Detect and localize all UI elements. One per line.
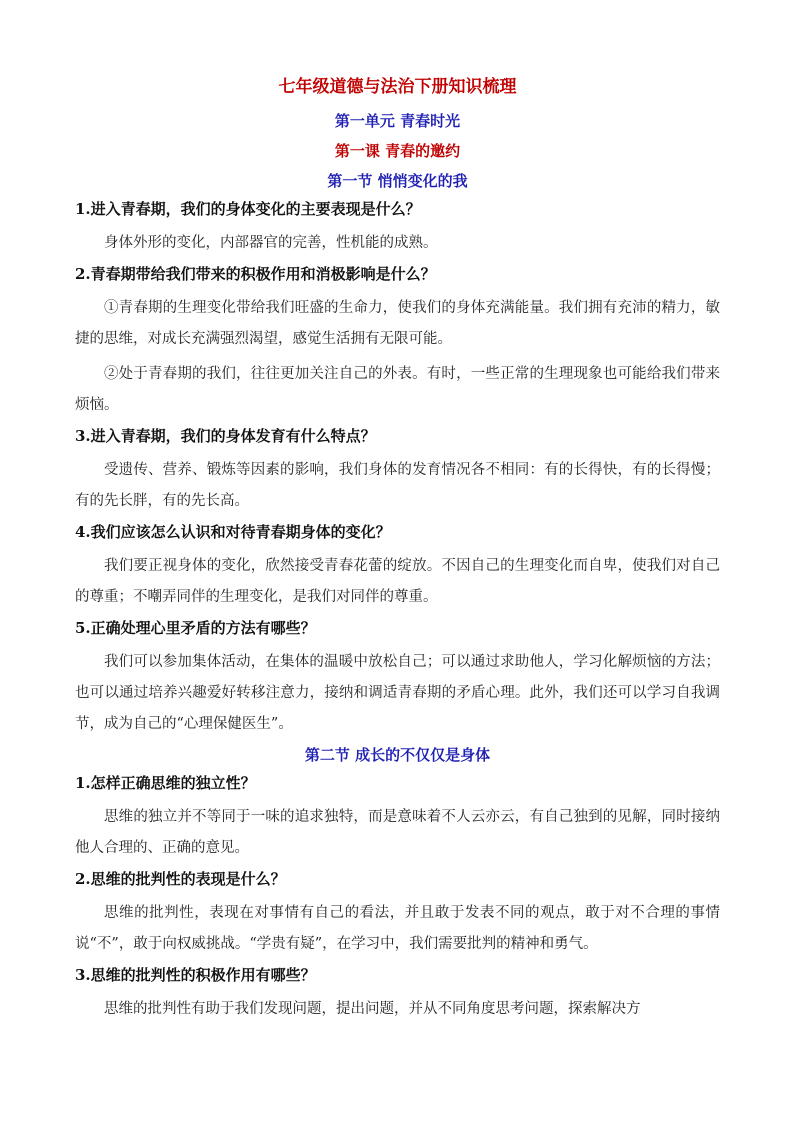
unit-heading: 第一单元 青春时光 <box>334 112 461 130</box>
section-heading: 第二节 成长的不仅仅是身体 <box>304 746 491 764</box>
qa-item <box>75 198 720 259</box>
question: 3.进入青春期，我们的身体发育有什么特点？ <box>75 427 376 445</box>
qa-item <box>75 964 720 1025</box>
answer: 我们要正视身体的变化，欣然接受青春花蕾的绽放。不因自己的生理变化而自卑，使我们对自己的尊重；不嘲弄同伴的生理变化，是我们对同伴的尊重。 <box>75 558 720 605</box>
question: 5.正确处理心里矛盾的方法有哪些？ <box>75 619 316 637</box>
question: 1.怎样正确思维的独立性？ <box>75 774 256 792</box>
answer: 身体外形的变化，内部器官的完善，性机能的成熟。 <box>104 235 438 251</box>
question: 4.我们应该怎么认识和对待青春期身体的变化？ <box>75 523 391 541</box>
answer: 思维的批判性，表现在对事情有自己的看法，并且敢于发表不同的观点，敢于对不合理的事情说“不”，敢于向权威挑战。“学贵有疑”，在学习中，我们需要批判的精神和勇气。 <box>75 905 720 952</box>
qa-item <box>75 868 720 960</box>
document-page <box>75 74 720 1029</box>
qa-item <box>75 772 720 864</box>
question: 3.思维的批判性的积极作用有哪些？ <box>75 966 316 984</box>
document-title: 七年级道德与法治下册知识梳理 <box>278 77 517 97</box>
answer: 我们可以参加集体活动，在集体的温暖中放松自己；可以通过求助他人，学习化解烦恼的方法；也可以通过培养兴趣爱好转移注意力，接纳和调适青春期的矛盾心理。此外，我们还可以学习自我调节，成为自己的“心理保健医生”。 <box>75 654 720 732</box>
lesson-heading: 第一课 青春的邀约 <box>334 142 461 160</box>
question: 2.青春期带给我们带来的积极作用和消极影响是什么？ <box>75 265 436 283</box>
answer: 受遗传、营养、锻炼等因素的影响，我们身体的发育情况各不相同：有的长得快，有的长得慢；有的先长胖，有的先长高。 <box>75 462 720 509</box>
qa-item <box>75 617 720 740</box>
qa-item <box>75 521 720 613</box>
question: 1.进入青春期，我们的身体变化的主要表现是什么？ <box>75 200 421 218</box>
qa-item <box>75 425 720 517</box>
answer: ①青春期的生理变化带给我们旺盛的生命力，使我们的身体充满能量。我们拥有充沛的精力，敏捷的思维，对成长充满强烈渴望，感觉生活拥有无限可能。 <box>75 300 720 347</box>
answer: 思维的独立并不等同于一味的追求独特，而是意味着不人云亦云，有自己独到的见解，同时接纳他人合理的、正确的意见。 <box>75 809 720 856</box>
section-heading: 第一节 悄悄变化的我 <box>327 172 468 190</box>
answer: ②处于青春期的我们，往往更加关注自己的外表。有时，一些正常的生理现象也可能给我们带来烦恼。 <box>75 366 720 413</box>
qa-item <box>75 263 720 421</box>
answer: 思维的批判性有助于我们发现问题，提出问题，并从不同角度思考问题，探索解决方 <box>104 1001 641 1017</box>
question: 2.思维的批判性的表现是什么？ <box>75 870 286 888</box>
